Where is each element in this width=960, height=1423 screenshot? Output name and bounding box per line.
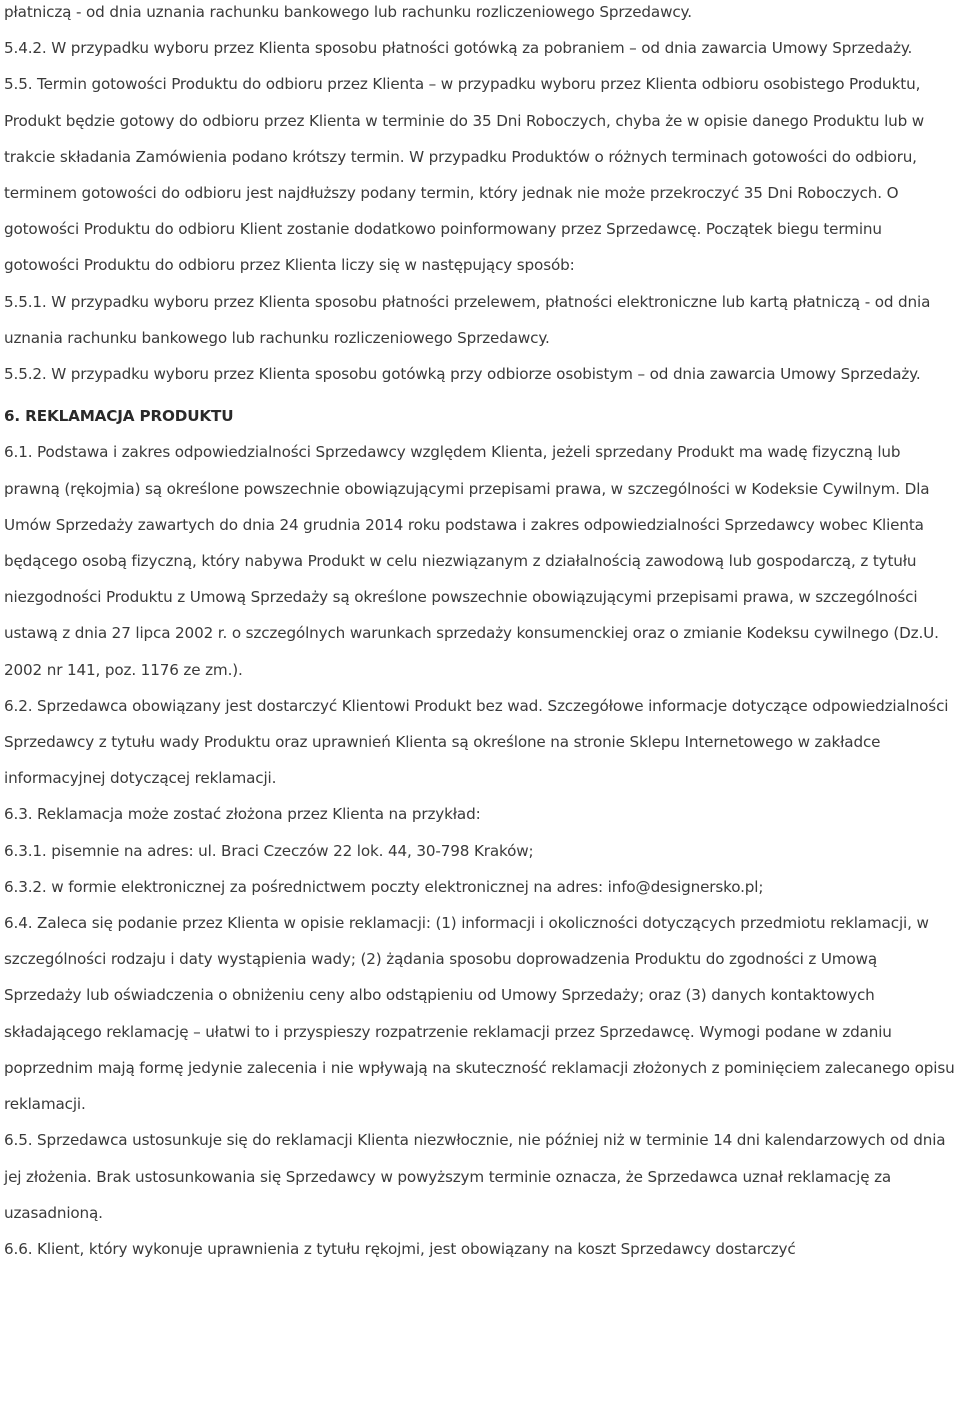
paragraph-5-5-2: 5.5.2. W przypadku wyboru przez Klienta sposobu gotówką przy odbiorze osobistym – od dnia zawarcia Umowy Sprzedaży. (4, 365, 921, 384)
paragraph-6-3-1: 6.3.1. pisemnie na adres: ul. Braci Czeczów 22 lok. 44, 30-798 Kraków; (4, 841, 534, 860)
section-heading-reklamacja: 6. REKLAMACJA PRODUKTU (4, 407, 234, 426)
paragraph-5-4-2: 5.4.2. W przypadku wyboru przez Klienta sposobu płatności gotówką za pobraniem – od dnia zawarcia Umowy Sprzedaży. (4, 39, 913, 58)
paragraph-6-6: 6.6. Klient, który wykonuje uprawnienia z tytułu rękojmi, jest obowiązany na koszt Sprzedawcy dostarczyć (4, 1239, 796, 1258)
paragraph-5-4-1-end: płatniczą - od dnia uznania rachunku bankowego lub rachunku rozliczeniowego Sprzedawcy. (4, 3, 692, 21)
paragraph-5-5-1: 5.5.1. W przypadku wyboru przez Klienta sposobu płatności przelewem, płatności elektroniczne lub kartą płatniczą - od dnia uznania rachunku bankowego lub rachunku rozliczeniowego Sprzedawcy. (4, 292, 931, 347)
paragraph-6-2: 6.2. Sprzedawca obowiązany jest dostarczyć Klientowi Produkt bez wad. Szczegółowe informacje dotyczące odpowiedzialności Sprzedawcy z tytułu wady Produktu oraz uprawnień Klienta są określone na stronie Sklepu Internetowego w zakładce informacyjnej dotyczącej reklamacji. (4, 696, 949, 788)
paragraph-6-1: 6.1. Podstawa i zakres odpowiedzialności Sprzedawcy względem Klienta, jeżeli sprzedany Produkt ma wadę fizyczną lub prawną (rękojmia) są określone powszechnie obowiązującymi przepisami prawa, w szczególności w Kodeksie Cywilnym. Dla Umów Sprzedaży zawartych do dnia 24 grudnia 2014 roku podstawa i zakres odpowiedzialności Sprzedawcy wobec Klienta będącego osobą fizyczną, który nabywa Produkt w celu niezwiązanym z działalnością zawodową lub gospodarczą, z tytułu niezgodności Produktu z Umową Sprzedaży są określone powszechnie obowiązującymi przepisami prawa, w szczególności ustawą z dnia 27 lipca 2002 r. o szczególnych warunkach sprzedaży konsumenckiej oraz o zmianie Kodeksu cywilnego (Dz.U. 2002 nr 141, poz. 1176 ze zm.). (4, 443, 939, 679)
document-page (4, 0, 956, 1267)
paragraph-6-3: 6.3. Reklamacja może zostać złożona przez Klienta na przykład: (4, 805, 481, 824)
paragraph-6-4: 6.4. Zaleca się podanie przez Klienta w opisie reklamacji: (1) informacji i okoliczności dotyczących przedmiotu reklamacji, w szczególności rodzaju i daty wystąpienia wady; (2) żądania sposobu doprowadzenia Produktu do zgodności z Umową Sprzedaży lub oświadczenia o obniżeniu ceny albo odstąpieniu od Umowy Sprzedaży; oraz (3) danych kontaktowych składającego reklamację – ułatwi to i przyspieszy rozpatrzenie reklamacji przez Sprzedawcę. Wymogi podane w zdaniu poprzednim mają formę jedynie zalecenia i nie wpływają na skuteczność reklamacji złożonych z pominięciem zalecanego opisu reklamacji. (4, 914, 955, 1114)
paragraph-5-5: 5.5. Termin gotowości Produktu do odbioru przez Klienta – w przypadku wyboru przez Klienta odbioru osobistego Produktu, Produkt będzie gotowy do odbioru przez Klienta w terminie do 35 Dni Roboczych, chyba że w opisie danego Produktu lub w trakcie składania Zamówienia podano krótszy termin. W przypadku Produktów o różnych terminach gotowości do odbioru, terminem gotowości do odbioru jest najdłuższy podany termin, który jednak nie może przekroczyć 35 Dni Roboczych. O gotowości Produktu do odbioru Klient zostanie dodatkowo poinformowany przez Sprzedawcę. Początek biegu terminu gotowości Produktu do odbioru przez Klienta liczy się w następujący sposób: (4, 75, 925, 275)
paragraph-6-3-2: 6.3.2. w formie elektronicznej za pośrednictwem poczty elektronicznej na adres: info@designersko.pl; (4, 877, 764, 896)
paragraph-6-5: 6.5. Sprzedawca ustosunkuje się do reklamacji Klienta niezwłocznie, nie później niż w terminie 14 dni kalendarzowych od dnia jej złożenia. Brak ustosunkowania się Sprzedawcy w powyższym terminie oznacza, że Sprzedawca uznał reklamację za uzasadnioną. (4, 1131, 946, 1222)
